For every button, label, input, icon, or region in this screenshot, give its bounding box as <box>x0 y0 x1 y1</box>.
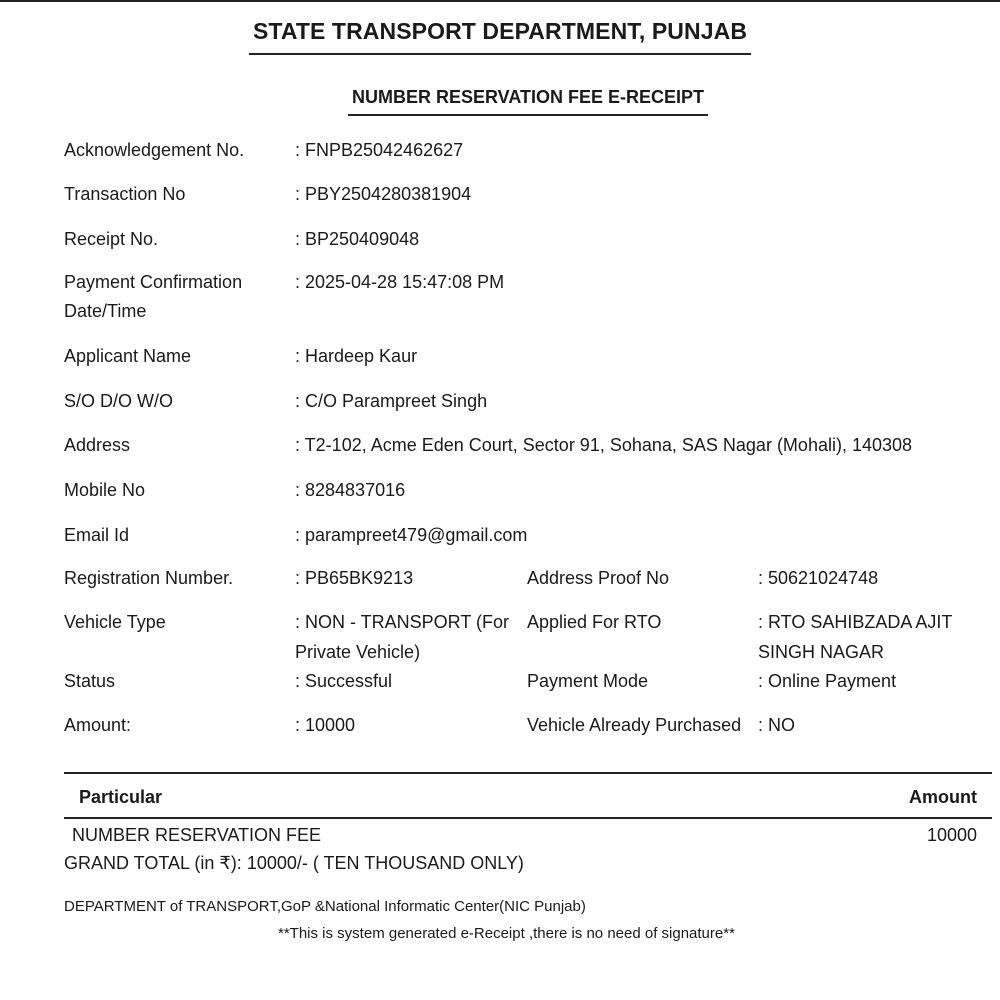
relation-label: S/O D/O W/O <box>64 391 174 411</box>
paymode-label: Payment Mode <box>527 671 649 691</box>
txn-label: Transaction No <box>64 184 186 204</box>
relation-value: : C/O Parampreet Singh <box>295 391 488 411</box>
page-title: STATE TRANSPORT DEPARTMENT, PUNJAB <box>249 18 751 55</box>
vehtype-value-line2: Private Vehicle) <box>295 642 421 662</box>
payconf-label-line1: Payment Confirmation <box>64 272 243 292</box>
regno-label: Registration Number. <box>64 568 234 588</box>
col-header-particular: Particular <box>79 787 163 807</box>
applicant-value: : Hardeep Kaur <box>295 346 418 366</box>
purchased-value: : NO <box>758 715 796 735</box>
rto-value-line1: : RTO SAHIBZADA AJIT <box>758 612 953 632</box>
receipt-label: Receipt No. <box>64 229 159 249</box>
vehtype-label: Vehicle Type <box>64 612 166 632</box>
addrproof-label: Address Proof No <box>527 568 670 588</box>
receipt-value: : BP250409048 <box>295 229 420 249</box>
mobile-value: : 8284837016 <box>295 480 406 500</box>
fee-row-amount: 10000 <box>926 825 977 845</box>
title-container <box>0 18 1000 55</box>
footer-department: DEPARTMENT of TRANSPORT,GoP &National Informatic Center(NIC Punjab) <box>64 898 586 915</box>
receipt-subtitle: NUMBER RESERVATION FEE E-RECEIPT <box>348 87 708 116</box>
subtitle-container <box>0 87 1000 116</box>
table-header-rule <box>64 817 992 819</box>
address-label: Address <box>64 435 131 455</box>
amount-label: Amount: <box>64 715 132 735</box>
rto-value-line2: SINGH NAGAR <box>758 642 885 662</box>
regno-value: : PB65BK9213 <box>295 568 414 588</box>
txn-value: : PBY2504280381904 <box>295 184 472 204</box>
ack-value: : FNPB25042462627 <box>295 140 464 160</box>
footer-system-note: **This is system generated e-Receipt ,there is no need of signature** <box>278 925 735 942</box>
addrproof-value: : 50621024748 <box>758 568 879 588</box>
email-value: : parampreet479@gmail.com <box>295 525 528 545</box>
col-header-amount: Amount <box>909 787 977 807</box>
rto-label: Applied For RTO <box>527 612 662 632</box>
ack-label: Acknowledgement No. <box>64 140 245 160</box>
email-label: Email Id <box>64 525 130 545</box>
amount-value: : 10000 <box>295 715 356 735</box>
top-border-line <box>0 0 1000 2</box>
fee-row-particular: NUMBER RESERVATION FEE <box>72 825 322 845</box>
applicant-label: Applicant Name <box>64 346 192 366</box>
payconf-value: : 2025-04-28 15:47:08 PM <box>295 272 505 292</box>
status-label: Status <box>64 671 116 691</box>
payconf-label-line2: Date/Time <box>64 301 147 321</box>
vehtype-value-line1: : NON - TRANSPORT (For <box>295 612 510 632</box>
address-value: : T2-102, Acme Eden Court, Sector 91, Sohana, SAS Nagar (Mohali), 140308 <box>295 435 913 455</box>
paymode-value: : Online Payment <box>758 671 897 691</box>
purchased-label: Vehicle Already Purchased <box>527 715 742 735</box>
grand-total: GRAND TOTAL (in ₹): 10000/- ( TEN THOUSAND ONLY) <box>64 853 524 873</box>
table-top-rule <box>64 772 992 774</box>
mobile-label: Mobile No <box>64 480 146 500</box>
status-value: : Successful <box>295 671 393 691</box>
